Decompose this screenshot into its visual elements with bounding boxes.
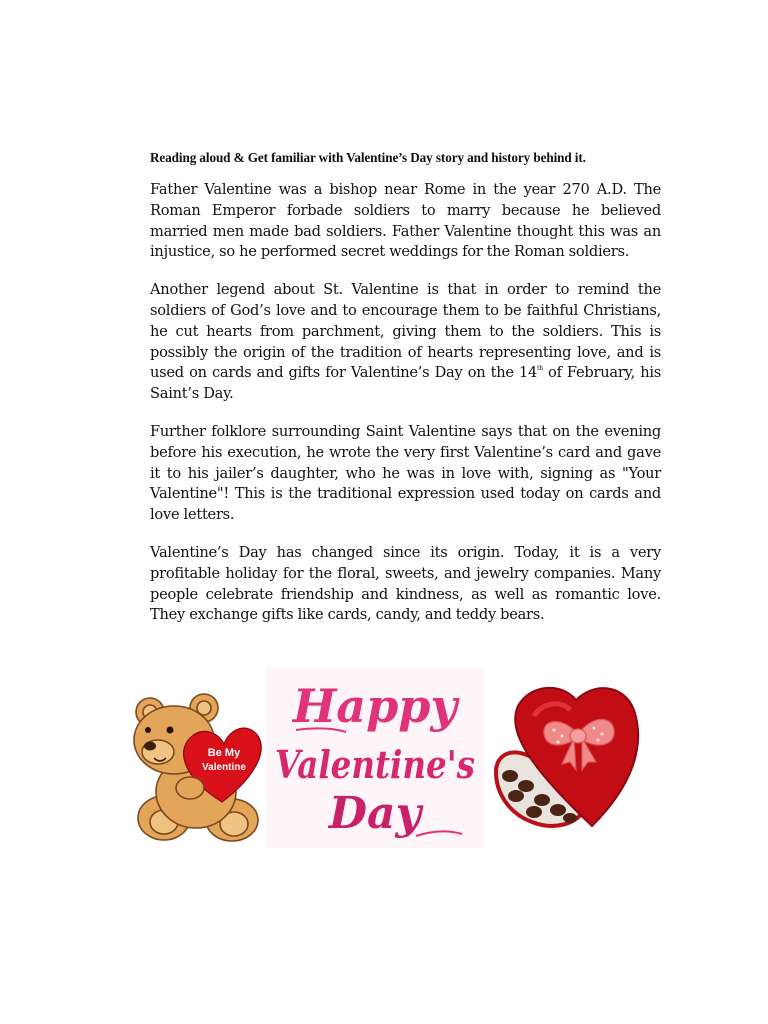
heart-text-line1: Be My (207, 747, 241, 759)
paragraph-folklore: Further folklore surrounding Saint Valentine says that on the evening before his execution, he wrote the very first Valentine’s card and gave it to his jailer’s daughter, who he was in love with, signing as "Your Valentine"! This is the traditional expression used today on cards and love letters. (150, 422, 661, 524)
paragraph-legend-end: of February, his Saint’s Day. (150, 364, 661, 403)
ordinal-suffix: th (537, 365, 543, 373)
happy-valentines-day-lettering (266, 668, 484, 848)
greeting-line1: Happy (292, 679, 458, 733)
bear-nose (144, 742, 156, 751)
chocolate-box-illustration (482, 676, 642, 836)
greeting-line2: Valentine's (275, 742, 475, 787)
bear-eye (167, 727, 174, 734)
paragraph-legend-text: Another legend about St. Valentine is that in order to remind the soldiers of God’s love and to encourage them to be faithful Christians, he cut hearts from parchment, giving them to the soldiers. This is possibly the origin of the tradition of hearts representing love, and is used on cards and gifts for Valentine’s Day on the 14 (150, 281, 661, 382)
paragraph-legend (150, 280, 661, 405)
page-heading: Reading aloud & Get familiar with Valentine’s Day story and history behind it. (150, 150, 586, 165)
teddy-bear-illustration (124, 690, 266, 846)
greeting-line3: Day (328, 788, 422, 839)
story-text (150, 180, 661, 643)
paragraph-today: Valentine’s Day has changed since its origin. Today, it is a very profitable holiday for the floral, sweets, and jewelry companies. Many people celebrate friendship and kindness, as well as romantic love. They exchange gifts like cards, candy, and teddy bears. (150, 543, 661, 624)
heart-text-line2: Valentine (202, 762, 246, 773)
paragraph-origin: Father Valentine was a bishop near Rome in the year 270 A.D. The Roman Emperor forbade soldiers to marry because he believed married men made bad soldiers. Father Valentine thought this was an injustice, so he performed secret weddings for the Roman soldiers. (150, 181, 661, 261)
